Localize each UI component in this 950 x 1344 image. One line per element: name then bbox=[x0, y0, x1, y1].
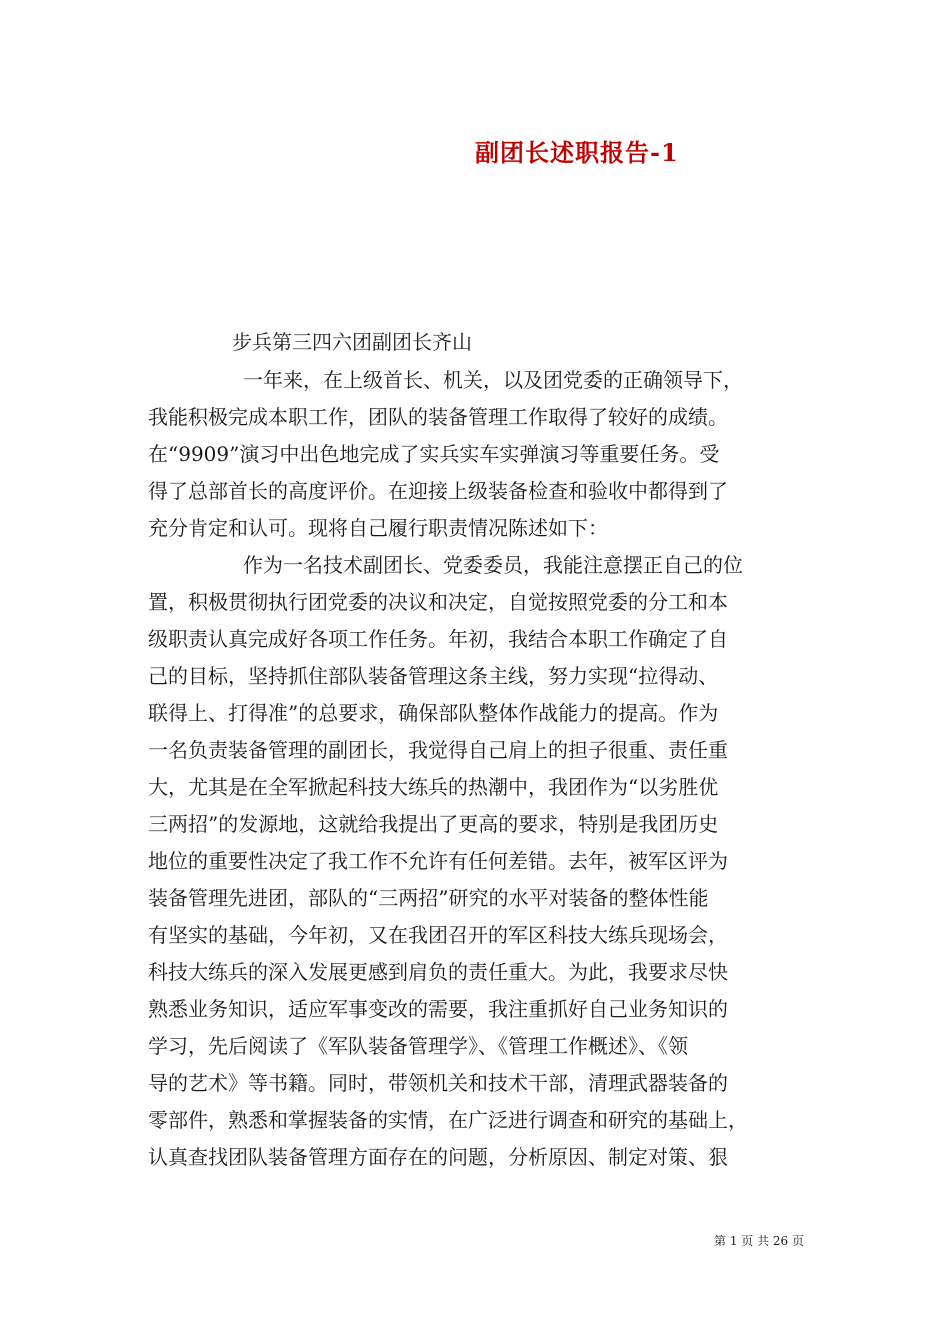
paragraph-line: 级职责认真完成好各项工作任务。年初，我结合本职工作确定了自 bbox=[148, 627, 728, 651]
paragraph-line: 置，积极贯彻执行团党委的决议和决定，自觉按照党委的分工和本 bbox=[148, 590, 728, 614]
paragraph-line: 一年来，在上级首长、机关，以及团党委的正确领导下， bbox=[243, 368, 743, 392]
paragraph-line: 零部件，熟悉和掌握装备的实情，在广泛进行调查和研究的基础上， bbox=[148, 1108, 748, 1132]
paragraph-line: 熟悉业务知识，适应军事变改的需要，我注重抓好自己业务知识的 bbox=[148, 997, 728, 1021]
paragraph-line: 科技大练兵的深入发展更感到肩负的责任重大。为此，我要求尽快 bbox=[148, 960, 728, 984]
page-number: 第 1 页 共 26 页 bbox=[714, 1234, 804, 1248]
paragraph-line: 学习，先后阅读了《军队装备管理学》、《管理工作概述》、《领 bbox=[148, 1034, 688, 1058]
paragraph-line: 充分肯定和认可。现将自己履行职责情况陈述如下： bbox=[148, 516, 608, 540]
paragraph-line: 三两招”的发源地，这就给我提出了更高的要求，特别是我团历史 bbox=[148, 812, 719, 836]
paragraph-line: 大，尤其是在全军掀起科技大练兵的热潮中，我团作为“以劣胜优 bbox=[148, 775, 719, 799]
paragraph-line: 一名负责装备管理的副团长，我觉得自己肩上的担子很重、责任重 bbox=[148, 738, 728, 762]
paragraph-line: 认真查找团队装备管理方面存在的问题，分析原因、制定对策、狠 bbox=[148, 1145, 728, 1169]
author-line: 步兵第三四六团副团长齐山 bbox=[232, 330, 472, 354]
document-title: 副团长述职报告-1 bbox=[475, 138, 679, 167]
paragraph-line: 地位的重要性决定了我工作不允许有任何差错。去年，被军区评为 bbox=[148, 849, 728, 873]
paragraph-line: 得了总部首长的高度评价。在迎接上级装备检查和验收中都得到了 bbox=[148, 479, 728, 503]
paragraph-line: 导的艺术》等书籍。同时，带领机关和技术干部，清理武器装备的 bbox=[148, 1071, 728, 1095]
paragraph-line: 在“9909”演习中出色地完成了实兵实车实弹演习等重要任务。受 bbox=[148, 442, 720, 466]
paragraph-line: 我能积极完成本职工作，团队的装备管理工作取得了较好的成绩。 bbox=[148, 405, 728, 429]
paragraph-line: 有坚实的基础，今年初，又在我团召开的军区科技大练兵现场会， bbox=[148, 923, 728, 947]
paragraph-line: 作为一名技术副团长、党委委员，我能注意摆正自己的位 bbox=[243, 553, 743, 577]
paragraph-line: 联得上、打得准”的总要求，确保部队整体作战能力的提高。作为 bbox=[148, 701, 719, 725]
paragraph-line: 己的目标，坚持抓住部队装备管理这条主线，努力实现“拉得动、 bbox=[148, 664, 719, 688]
paragraph-line: 装备管理先进团，部队的“三两招”研究的水平对装备的整体性能 bbox=[148, 886, 709, 910]
body-text bbox=[148, 362, 808, 1176]
